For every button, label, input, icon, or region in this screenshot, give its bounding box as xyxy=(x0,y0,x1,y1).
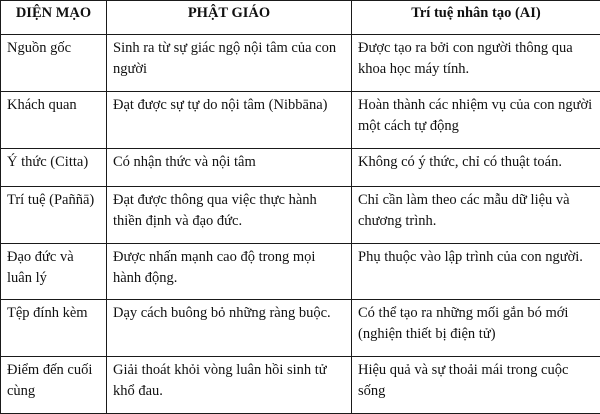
buddhism-cell: Sinh ra từ sự giác ngộ nội tâm của con người xyxy=(107,35,352,92)
table-row xyxy=(1,186,600,243)
header-ai: Trí tuệ nhân tạo (AI) xyxy=(352,1,600,35)
buddhism-cell: Được nhấn mạnh cao độ trong mọi hành động. xyxy=(107,243,352,300)
ai-cell: Được tạo ra bởi con người thông qua khoa học máy tính. xyxy=(352,35,600,92)
aspect-cell: Khách quan xyxy=(1,91,107,148)
header-aspect: DIỆN MẠO xyxy=(1,1,107,35)
ai-cell: Phụ thuộc vào lập trình của con người. xyxy=(352,243,600,300)
ai-cell: Có thể tạo ra những mối gắn bó mới (nghiện thiết bị điện tử) xyxy=(352,300,600,357)
ai-cell: Chỉ cần làm theo các mẫu dữ liệu và chương trình. xyxy=(352,186,600,243)
buddhism-cell: Dạy cách buông bỏ những ràng buộc. xyxy=(107,300,352,357)
table-row xyxy=(1,35,600,92)
aspect-cell: Ý thức (Citta) xyxy=(1,148,107,186)
ai-cell: Không có ý thức, chỉ có thuật toán. xyxy=(352,148,600,186)
aspect-cell: Tệp đính kèm xyxy=(1,300,107,357)
table-header-row xyxy=(1,1,600,35)
ai-cell: Hoàn thành các nhiệm vụ của con người một cách tự động xyxy=(352,91,600,148)
table-row xyxy=(1,91,600,148)
table-row xyxy=(1,148,600,186)
buddhism-cell: Có nhận thức và nội tâm xyxy=(107,148,352,186)
aspect-cell: Trí tuệ (Paññā) xyxy=(1,186,107,243)
aspect-cell: Điểm đến cuối cùng xyxy=(1,357,107,414)
table-row xyxy=(1,300,600,357)
header-buddhism: PHẬT GIÁO xyxy=(107,1,352,35)
aspect-cell: Nguồn gốc xyxy=(1,35,107,92)
table-row xyxy=(1,243,600,300)
buddhism-cell: Giải thoát khỏi vòng luân hồi sinh tử khổ đau. xyxy=(107,357,352,414)
buddhism-cell: Đạt được thông qua việc thực hành thiền định và đạo đức. xyxy=(107,186,352,243)
table-row xyxy=(1,357,600,414)
aspect-cell: Đạo đức và luân lý xyxy=(1,243,107,300)
buddhism-cell: Đạt được sự tự do nội tâm (Nibbāna) xyxy=(107,91,352,148)
ai-cell: Hiệu quả và sự thoải mái trong cuộc sống xyxy=(352,357,600,414)
